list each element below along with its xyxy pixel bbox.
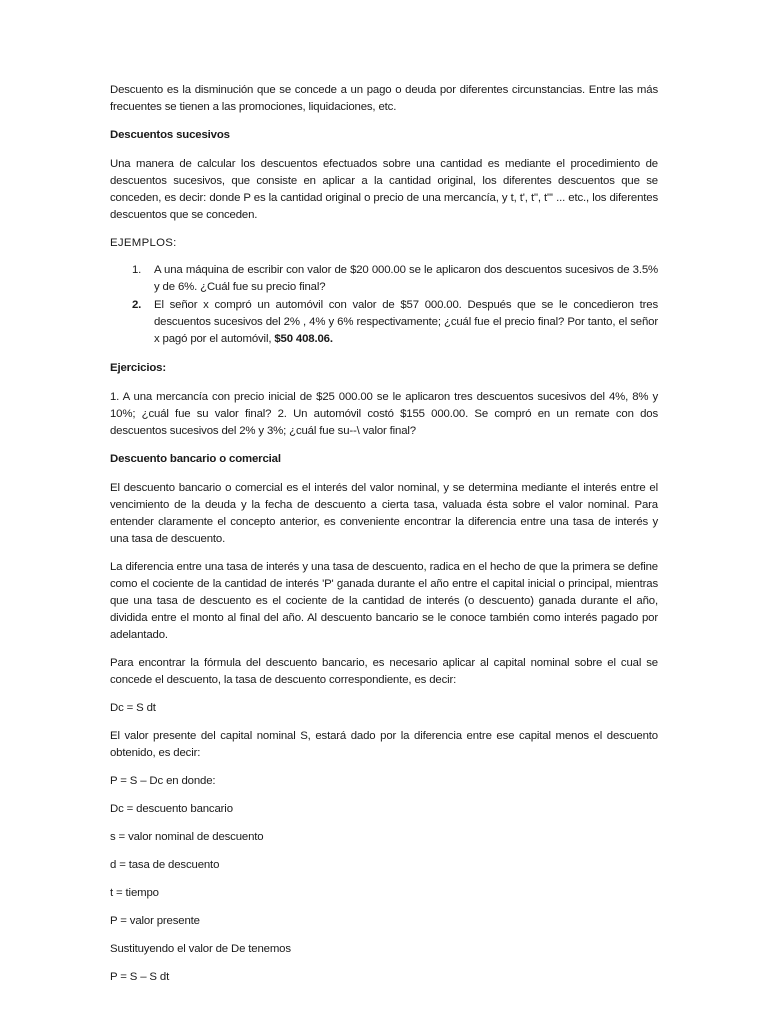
- list-item: [110, 297, 658, 348]
- bank-discount-paragraph-1: El descuento bancario o comercial es el interés del valor nominal, y se determina mediante el interés entre el vencimiento de la deuda y la fecha de descuento a cierta tasa, valuada ésta sobre el valor nominal. Para entender claramente el concepto anterior, es conveniente encontrar la diferencia entre una tasa de interés y una tasa de descuento.: [110, 482, 658, 545]
- intro-paragraph: Descuento es la disminución que se concede a un pago o deuda por diferentes circunstancias. Entre las más frecuentes se tienen a las promociones, liquidaciones, etc.: [110, 84, 658, 113]
- list-item-text: A una máquina de escribir con valor de $20 000.00 se le aplicaron dos descuentos sucesivos de 3.5% y de 6%. ¿Cuál fue su precio final?: [154, 264, 658, 293]
- definition-line: d = tasa de descuento: [110, 859, 220, 871]
- definition-line: s = valor nominal de descuento: [110, 831, 264, 843]
- bank-discount-paragraph-3: Para encontrar la fórmula del descuento bancario, es necesario aplicar al capital nominal sobre el cual se concede el descuento, la tasa de descuento correspondiente, es decir:: [110, 657, 658, 686]
- successive-discounts-heading: Descuentos sucesivos: [110, 129, 230, 141]
- definition-line: P = valor presente: [110, 915, 200, 927]
- list-item: [110, 262, 658, 296]
- definition-line: t = tiempo: [110, 887, 159, 899]
- examples-list: [110, 262, 658, 348]
- exercises-paragraph: 1. A una mercancía con precio inicial de $25 000.00 se le aplicaron tres descuentos sucesivos del 4%, 8% y 10%; ¿cuál fue su valor final? 2. Un automóvil costó $155 000.00. Se compró en un remate con dos descuentos sucesivos del 2% y 3%; ¿cuál fue su--\ valor final?: [110, 391, 658, 437]
- exercises-heading: Ejercicios:: [110, 362, 166, 374]
- formula-line: P = S – Dc en donde:: [110, 775, 216, 787]
- bank-discount-heading: Descuento bancario o comercial: [110, 453, 281, 465]
- formula-dc: Dc = S dt: [110, 702, 156, 714]
- list-item-text: El señor x compró un automóvil con valor de $57 000.00. Después que se le concedieron tres descuentos sucesivos del 2% , 4% y 6% respectivamente; ¿cuál fue el precio final? Por tanto, el señor x pagó por el automóvil,: [154, 299, 658, 345]
- example-answer: $50 408.06.: [274, 333, 333, 345]
- definition-line: Dc = descuento bancario: [110, 803, 233, 815]
- list-item-text-wrapper: [154, 297, 658, 348]
- document-page: [110, 82, 658, 997]
- bank-discount-paragraph-4: El valor presente del capital nominal S, estará dado por la diferencia entre ese capital menos el descuento obtenido, es decir:: [110, 730, 658, 759]
- formula-line: P = S – S dt: [110, 971, 170, 983]
- list-item-number: 2.: [132, 299, 142, 311]
- list-item-number: 1.: [132, 264, 142, 276]
- bank-discount-paragraph-2: La diferencia entre una tasa de interés y una tasa de descuento, radica en el hecho de que la primera se define como el cociente de la cantidad de interés 'P' ganada durante el año entre el capital inicial o principal, mientras que una tasa de descuento es el cociente de la cantidad de interés (o descuento) ganada durante el año, dividida entre el monto al final del año. Al descuento bancario se le conoce también como interés pagado por adelantado.: [110, 561, 658, 641]
- examples-title: EJEMPLOS:: [110, 237, 177, 249]
- successive-discounts-paragraph: Una manera de calcular los descuentos efectuados sobre una cantidad es mediante el procedimiento de descuentos sucesivos, que consiste en aplicar a la cantidad original, los diferentes descuentos que se conceden, es decir: donde P es la cantidad original o precio de una mercancía, y t, t', t", t"' ... etc., los diferentes descuentos que se conceden.: [110, 158, 658, 221]
- substitution-line: Sustituyendo el valor de De tenemos: [110, 943, 291, 955]
